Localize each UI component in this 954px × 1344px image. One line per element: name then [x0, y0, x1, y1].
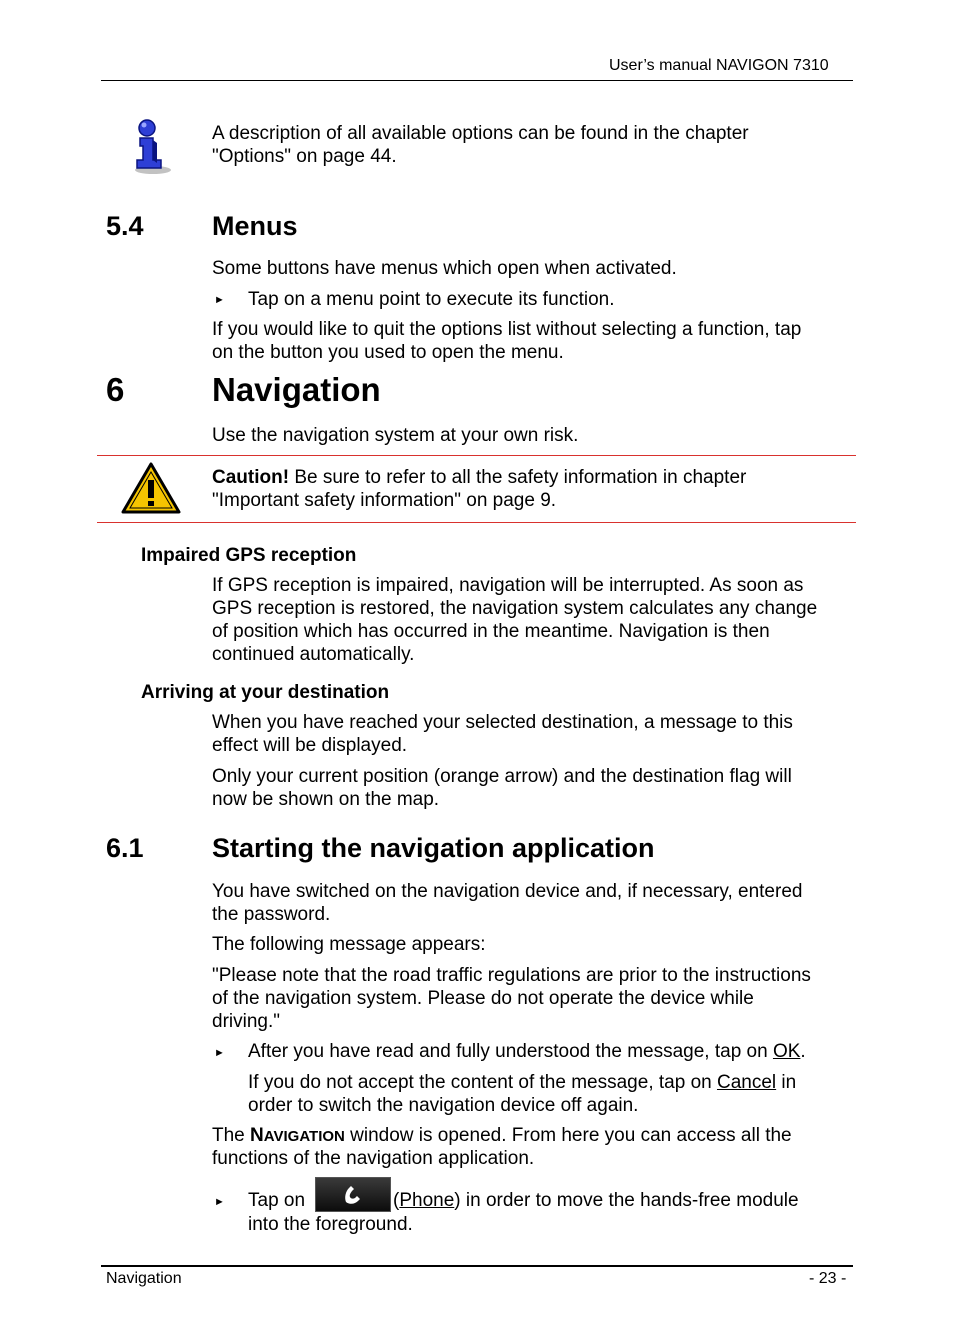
caution-text: Be sure to refer to all the safety information in chapter: [289, 467, 747, 488]
running-header: User’s manual NAVIGON 7310: [609, 57, 829, 74]
bullet-arrow-icon: ►: [214, 1047, 225, 1059]
bullet-arrow-icon: ►: [214, 1196, 225, 1208]
arriving-p1-line-1: When you have reached your selected destination, a message to this: [212, 712, 793, 733]
info-person-icon: [123, 118, 177, 176]
nav-window-post: window is opened. From here you can access all the: [344, 1125, 792, 1146]
info-note-line-1: A description of all available options can be found in the chapter: [212, 123, 749, 144]
cancel-text-end: in: [776, 1072, 797, 1093]
arriving-p2-line-2: now be shown on the map.: [212, 789, 440, 810]
bullet-arrow-icon: ►: [214, 294, 225, 306]
phone-handset-icon: [316, 1178, 390, 1211]
ok-bullet: [248, 1040, 806, 1063]
header-rule: [101, 80, 853, 81]
caution-top-rule: [97, 455, 856, 456]
menus-paragraph-2-line-2: on the button you used to open the menu.: [212, 342, 564, 363]
arriving-p2-line-1: Only your current position (orange arrow) and the destination flag will: [212, 766, 792, 787]
ok-link[interactable]: OK: [772, 1041, 801, 1062]
quote-line-2: of the navigation system. Please do not operate the device while: [212, 988, 754, 1009]
navigation-window-line-2: functions of the navigation application.: [212, 1148, 535, 1169]
navigation-risk-paragraph: Use the navigation system at your own risk.: [212, 425, 579, 446]
quote-line-3: driving.": [212, 1011, 280, 1032]
ok-bullet-end: .: [800, 1041, 806, 1062]
impaired-line-4: continued automatically.: [212, 644, 415, 665]
impaired-line-1: If GPS reception is impaired, navigation will be interrupted. As soon as: [212, 575, 804, 596]
ok-bullet-text: After you have read and fully understood the message, tap on: [248, 1041, 773, 1062]
impaired-line-3: of position which has occurred in the meantime. Navigation is then: [212, 621, 770, 642]
caution-label: Caution!: [212, 467, 290, 488]
section-6-1-number: 6.1: [106, 833, 144, 863]
chapter-6-title: Navigation: [212, 371, 381, 408]
start-p1-line-1: You have switched on the navigation device and, if necessary, entered: [212, 881, 803, 902]
phone-open-paren: (: [393, 1190, 400, 1211]
footer-section: Navigation: [106, 1270, 182, 1287]
footer-rule: [101, 1265, 853, 1267]
quote-line-1: "Please note that the road traffic regulations are prior to the instructions: [212, 965, 811, 986]
warning-triangle-icon: [120, 461, 182, 515]
menus-bullet-1: Tap on a menu point to execute its function.: [248, 289, 615, 310]
phone-bullet-line-2: into the foreground.: [248, 1214, 413, 1235]
cancel-link[interactable]: Cancel: [716, 1072, 777, 1093]
cancel-text: If you do not accept the content of the message, tap on: [248, 1072, 717, 1093]
nav-window-cap: N: [250, 1125, 264, 1146]
footer-page-number: - 23 -: [809, 1270, 847, 1287]
menus-paragraph-2-line-1: If you would like to quit the options list without selecting a function, tap: [212, 319, 802, 340]
menus-paragraph-1: Some buttons have menus which open when activated.: [212, 258, 677, 279]
impaired-line-2: GPS reception is restored, the navigation system calculates any change: [212, 598, 818, 619]
section-5-4-title: Menus: [212, 211, 298, 241]
arriving-heading: Arriving at your destination: [141, 682, 390, 703]
caution-line-2: "Important safety information" on page 9.: [212, 490, 557, 511]
caution-bottom-rule: [97, 522, 856, 523]
cancel-line-2: order to switch the navigation device off again.: [248, 1095, 639, 1116]
phone-button[interactable]: [315, 1177, 391, 1212]
start-p2: The following message appears:: [212, 934, 486, 955]
phone-bullet-rest: [393, 1189, 799, 1212]
nav-window-rest: AVIGATION: [263, 1128, 345, 1145]
nav-window-pre: The: [212, 1125, 251, 1146]
section-5-4-number: 5.4: [106, 211, 144, 241]
chapter-6-number: 6: [106, 371, 125, 408]
cancel-line-1: [248, 1071, 796, 1094]
caution-line-1: [212, 466, 746, 489]
phone-bullet-post: ) in order to move the hands-free module: [454, 1190, 799, 1211]
impaired-gps-heading: Impaired GPS reception: [141, 545, 357, 566]
info-note-line-2: "Options" on page 44.: [212, 146, 397, 167]
phone-link[interactable]: Phone: [399, 1190, 455, 1211]
arriving-p1-line-2: effect will be displayed.: [212, 735, 408, 756]
start-p1-line-2: the password.: [212, 904, 331, 925]
phone-bullet-pre: Tap on: [248, 1190, 306, 1211]
section-6-1-title: Starting the navigation application: [212, 833, 655, 863]
navigation-window-line-1: [212, 1124, 792, 1148]
